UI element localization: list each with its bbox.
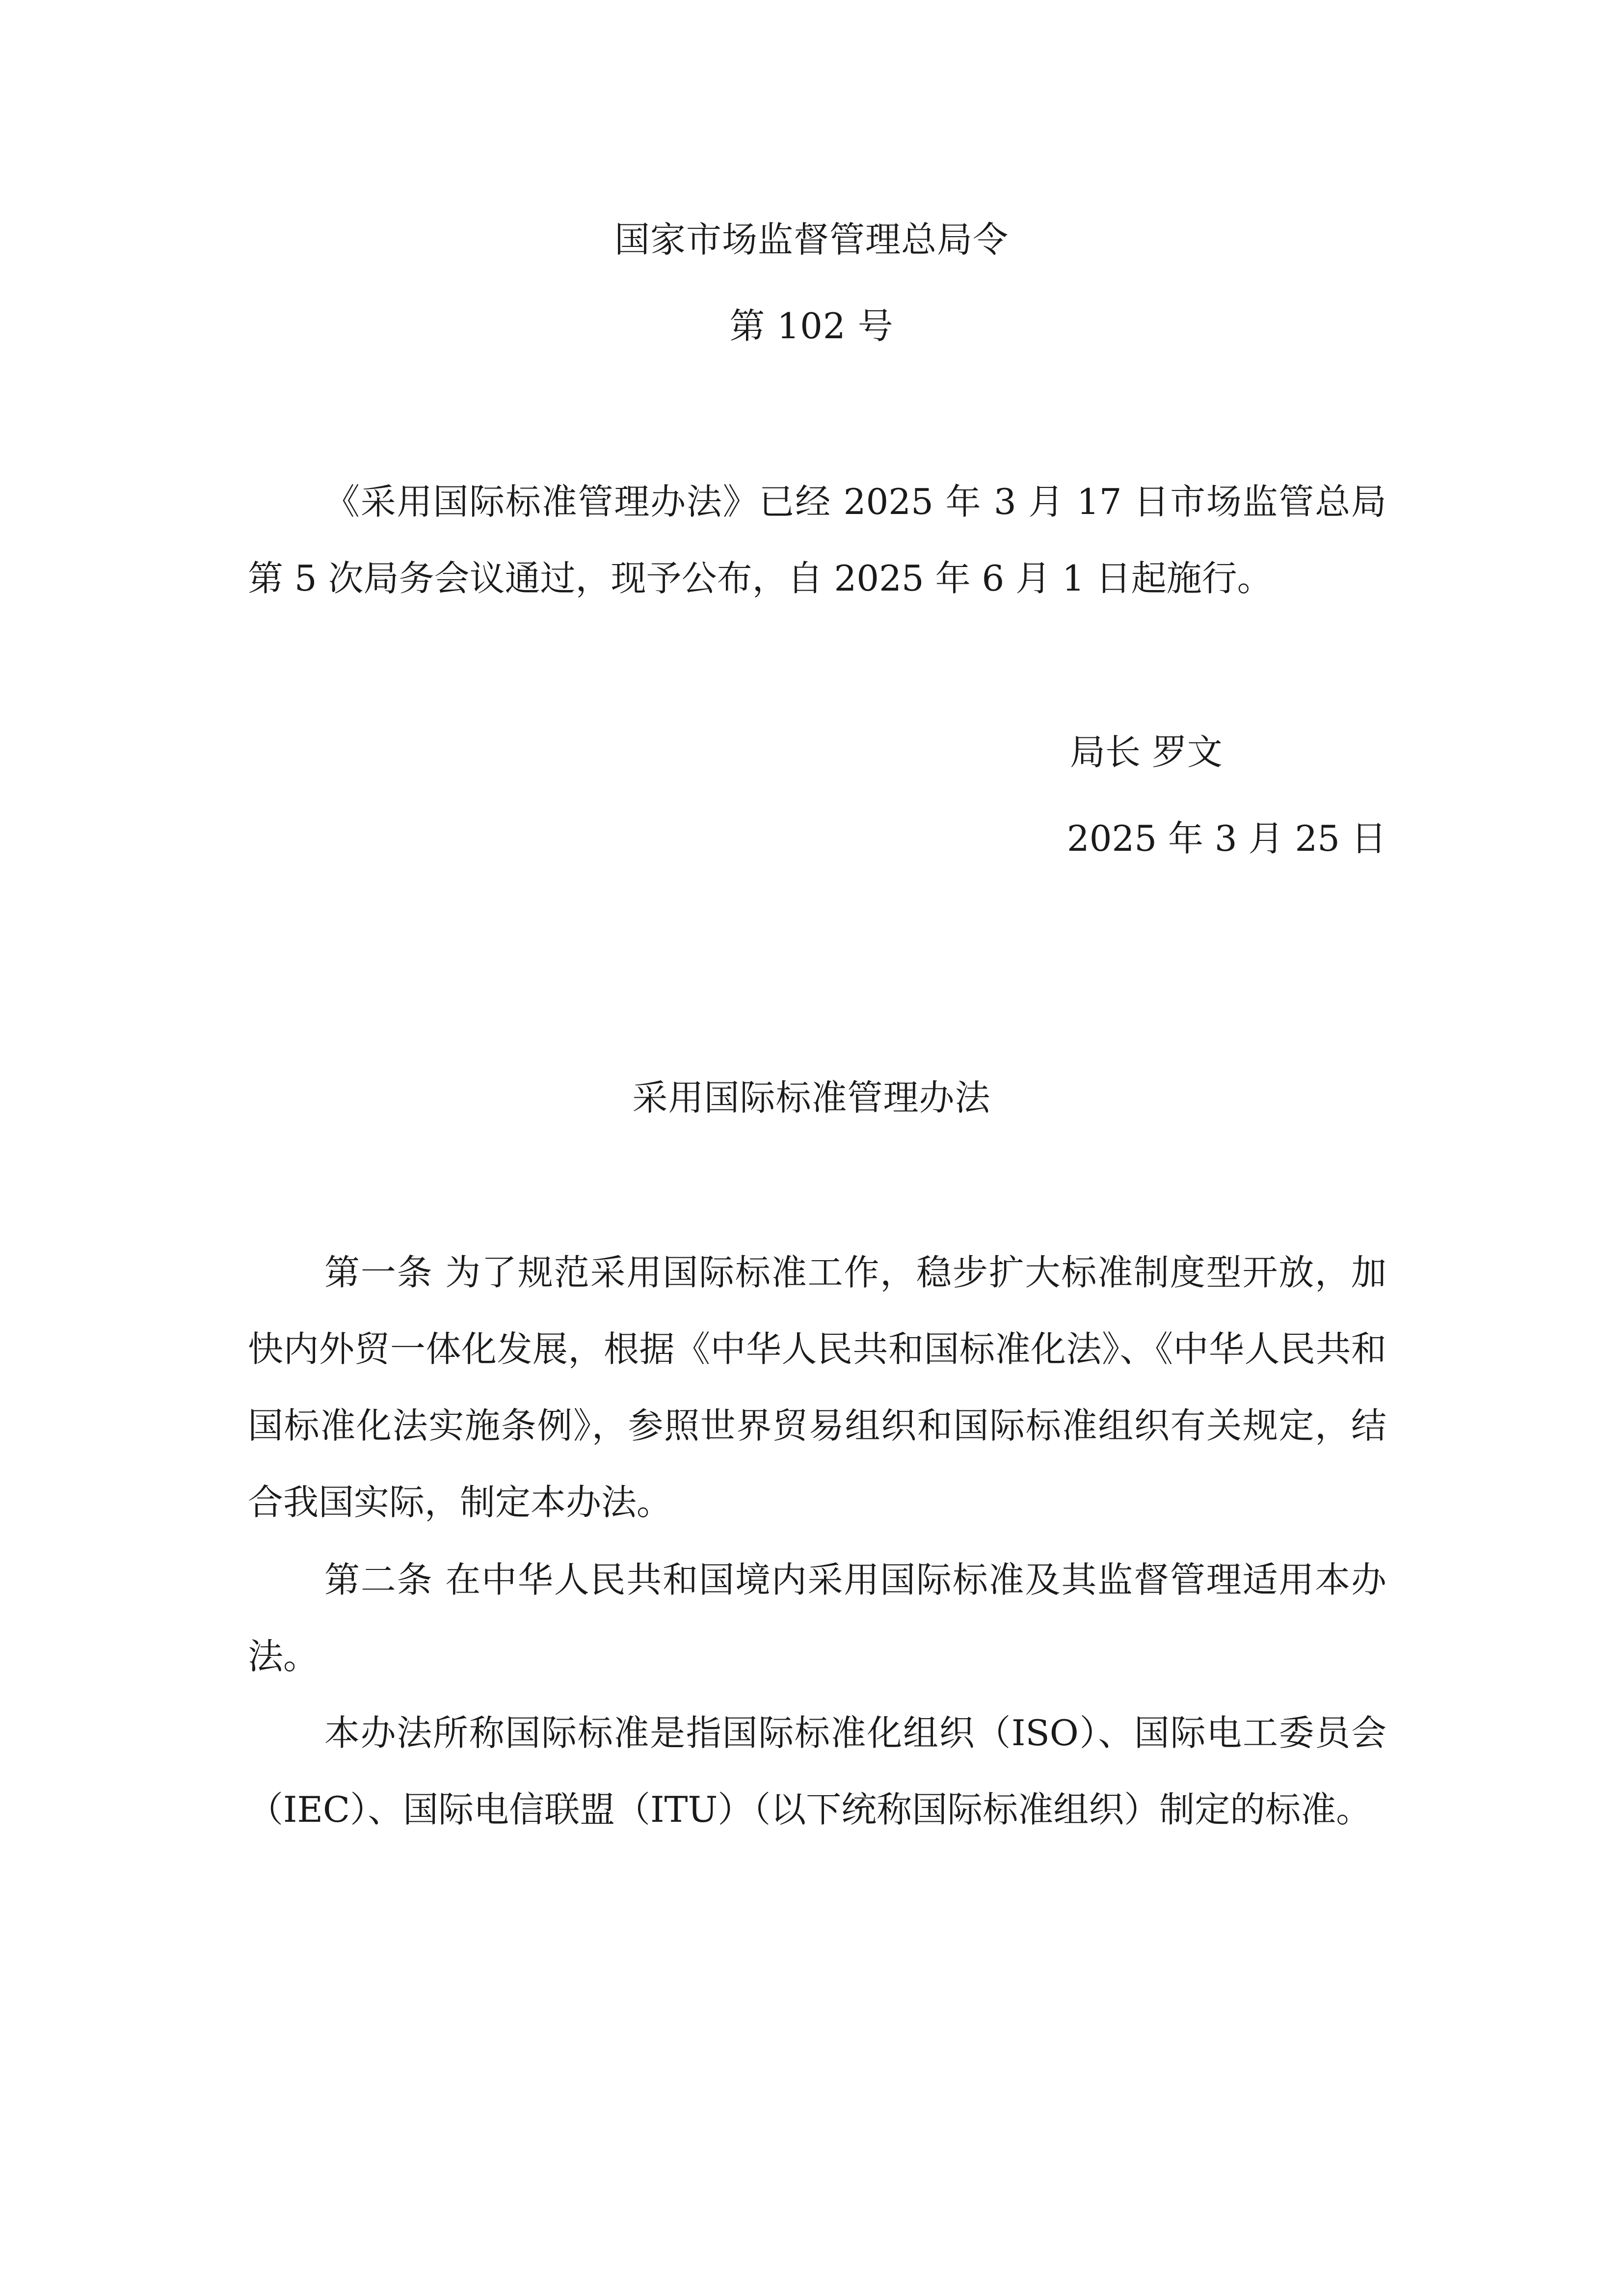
article-2-paragraph: 第二条 在中华人民共和国境内采用国际标准及其监督管理适用本办法。 — [248, 1559, 1386, 1677]
announcement-paragraph: 《采用国际标准管理办法》已经 2025 年 3 月 17 日市场监管总局第 5 次局务会议通过，现予公布，自 2025 年 6 月 1 日起施行。 — [248, 481, 1386, 599]
signer-line: 局长 罗文 — [1070, 731, 1223, 773]
regulation-title: 采用国际标准管理办法 — [632, 1077, 991, 1118]
decree-date: 2025 年 3 月 25 日 — [1066, 818, 1386, 859]
article-1-paragraph: 第一条 为了规范采用国际标准工作，稳步扩大标准制度型开放，加快内外贸一体化发展，根据《中华人民共和国标准化法》、《中华人民共和国标准化法实施条例》，参照世界贸易组织和国际标准组织有关规定，结合我国实际，制定本办法。 — [248, 1252, 1386, 1523]
decree-issuer-heading: 国家市场监督管理总局令 — [614, 219, 1009, 260]
article-2-definition-paragraph: 本办法所称国际标准是指国际标准化组织（ISO）、国际电工委员会（IEC）、国际电信联盟（ITU）（以下统称国际标准组织）制定的标准。 — [248, 1712, 1386, 1830]
decree-number: 第 102 号 — [729, 305, 894, 347]
